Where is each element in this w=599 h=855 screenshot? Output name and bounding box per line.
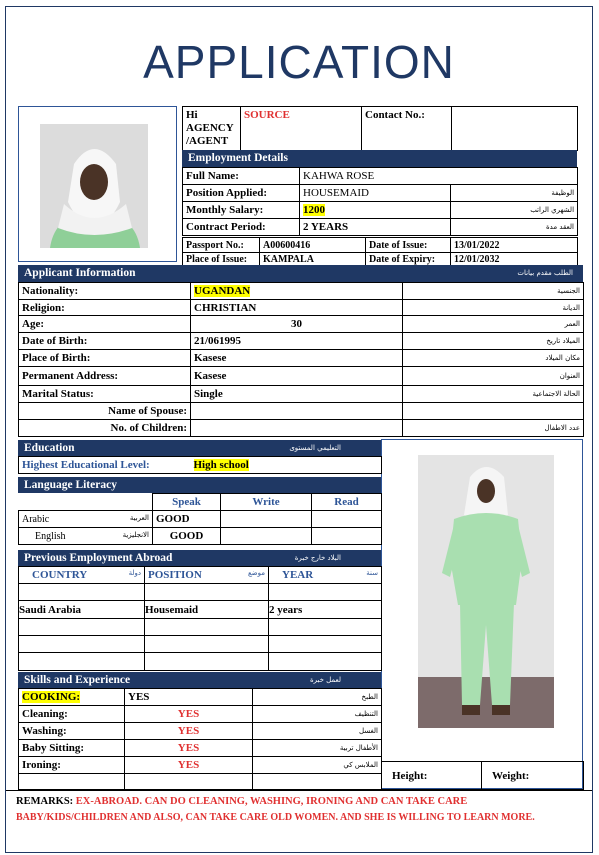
age-ar: العمر (403, 316, 584, 333)
religion-value: CHRISTIAN (191, 300, 403, 316)
table-row (19, 386, 584, 403)
employment-header-label: Employment Details (188, 152, 288, 164)
washing-ar: الغسل (253, 723, 382, 740)
hi-label: Hi (186, 109, 198, 121)
education-level-label: Highest Educational Level: (19, 457, 191, 474)
pob-ar: مكان الميلاد (403, 350, 584, 367)
issue-place-label: Place of Issue: (183, 253, 260, 266)
previous-header (18, 550, 381, 566)
skills-header-ar: لعمل خبرة (309, 676, 341, 684)
table-row (19, 333, 584, 350)
page-title: APPLICATION (143, 36, 455, 88)
passport-value: A00600416 (260, 238, 366, 253)
contact-value (452, 107, 578, 151)
speak-header: Speak (153, 494, 221, 511)
nationality-value: UGANDAN (194, 285, 251, 297)
marital-label: Marital Status: (19, 386, 191, 403)
spouse-value (191, 403, 403, 420)
table-row (19, 757, 382, 774)
measurements-table (381, 761, 584, 790)
year-header-ar: سنة (366, 569, 378, 577)
nationality-label: Nationality: (19, 283, 191, 300)
applicant-header-ar: الطلب مقدم بيانات (517, 269, 573, 277)
table-row (19, 740, 382, 757)
cooking-value: YES (125, 689, 253, 706)
skills-header-label: Skills and Experience (24, 674, 131, 686)
education-level-cell (191, 457, 382, 474)
table-row (19, 601, 382, 619)
prev-position: Housemaid (145, 601, 269, 619)
table-row (19, 511, 382, 528)
agent-label: /AGENT (186, 135, 229, 147)
table-row (19, 350, 584, 367)
babysitting-value: YES (125, 740, 253, 757)
prev-year: 2 years (269, 601, 382, 619)
cooking-ar: الطبخ (253, 689, 382, 706)
table-row (19, 420, 584, 437)
full-name-value: KAHWA ROSE (300, 168, 578, 185)
skills-header (18, 672, 381, 688)
year-header (269, 567, 382, 584)
english-write (221, 528, 312, 545)
agency-table (182, 106, 578, 151)
remarks-text-1: EX-ABROAD. CAN DO CLEANING, WASHING, IRONING AND CAN TAKE CARE (75, 796, 468, 807)
position-header-ar: موضع (247, 569, 265, 577)
nationality-cell (191, 283, 403, 300)
nationality-ar: الجنسية (403, 283, 584, 300)
table-row (19, 367, 584, 386)
address-value: Kasese (191, 367, 403, 386)
pob-label: Place of Birth: (19, 350, 191, 367)
language-header-label: Language Literacy (24, 479, 117, 491)
english-read (312, 528, 382, 545)
remarks-box (6, 790, 592, 852)
dob-ar: الميلاد تاريخ (403, 333, 584, 350)
table-row (19, 723, 382, 740)
contract-label: Contract Period: (183, 219, 300, 236)
employment-table (182, 167, 578, 236)
cleaning-ar: التنظيف (253, 706, 382, 723)
religion-label: Religion: (19, 300, 191, 316)
passport-table (182, 237, 578, 266)
babysitting-label: Baby Sitting: (19, 740, 125, 757)
language-english-ar: الانجليزية (122, 530, 149, 539)
passport-photo (40, 124, 148, 248)
table-row (19, 706, 382, 723)
agency-label: AGENCY (186, 122, 234, 134)
expiry-value: 12/01/2032 (451, 253, 578, 266)
marital-value: Single (191, 386, 403, 403)
source-field: SOURCE (241, 107, 362, 151)
language-english-label: English (35, 530, 66, 542)
education-header-ar: التعليمي المستوى (289, 444, 341, 452)
cooking-cell (19, 689, 125, 706)
write-header: Write (221, 494, 312, 511)
address-ar: العنوان (403, 367, 584, 386)
education-level-value: High school (193, 459, 249, 471)
spouse-ar (403, 403, 584, 420)
position-value: HOUSEMAID (300, 185, 451, 202)
table-row (19, 689, 382, 706)
country-header-label: COUNTRY (32, 569, 88, 581)
language-header (18, 477, 381, 493)
table-row (19, 300, 584, 316)
issue-date-label: Date of Issue: (366, 238, 451, 253)
ironing-label: Ironing: (19, 757, 125, 774)
agency-greeting (183, 107, 241, 151)
applicant-header (18, 265, 583, 282)
passport-label: Passport No.: (183, 238, 260, 253)
year-header-label: YEAR (282, 569, 314, 581)
full-body-photo (418, 455, 554, 728)
country-header (19, 567, 145, 584)
previous-header-label: Previous Employment Abroad (24, 552, 173, 564)
contract-ar: العقد مدة (451, 219, 578, 236)
remarks-line-1 (16, 794, 582, 810)
applicant-table (18, 282, 584, 437)
contact-label: Contact No.: (362, 107, 452, 151)
arabic-speak: GOOD (153, 511, 221, 528)
washing-label: Washing: (19, 723, 125, 740)
english-speak: GOOD (153, 528, 221, 545)
remarks-text-2: BABY/KIDS/CHILDREN AND ALSO, CAN TAKE CARE OLD WOMEN. AND SHE IS WILLING TO LEARN MORE. (16, 812, 535, 823)
spouse-label: Name of Spouse: (19, 403, 191, 420)
previous-table (18, 566, 382, 671)
weight-label: Weight: (482, 762, 584, 790)
children-ar: عدد الاطفال (403, 420, 584, 437)
education-header (18, 440, 381, 456)
position-ar: الوظيفة (451, 185, 578, 202)
table-row (19, 283, 584, 300)
cleaning-value: YES (125, 706, 253, 723)
language-english (19, 528, 153, 545)
language-arabic (19, 511, 153, 528)
ironing-ar: الملابس كي (253, 757, 382, 774)
position-header-label: POSITION (148, 569, 202, 581)
babysitting-ar: الأطفال تربية (253, 740, 382, 757)
education-table (18, 456, 382, 474)
issue-place-value: KAMPALA (260, 253, 366, 266)
employment-header (182, 150, 577, 167)
salary-label: Monthly Salary: (183, 202, 300, 219)
arabic-read (312, 511, 382, 528)
religion-ar: الديانة (403, 300, 584, 316)
age-value: 30 (191, 316, 403, 333)
previous-header-ar: البلاد خارج خبرة (294, 554, 341, 562)
full-name-label: Full Name: (183, 168, 300, 185)
table-row (19, 316, 584, 333)
ironing-value: YES (125, 757, 253, 774)
children-label: No. of Children: (19, 420, 191, 437)
position-header (145, 567, 269, 584)
address-label: Permanent Address: (19, 367, 191, 386)
prev-country: Saudi Arabia (19, 601, 145, 619)
table-row (19, 528, 382, 545)
pob-value: Kasese (191, 350, 403, 367)
language-arabic-label: Arabic (22, 513, 50, 525)
age-label: Age: (19, 316, 191, 333)
cleaning-label: Cleaning: (19, 706, 125, 723)
washing-value: YES (125, 723, 253, 740)
salary-cell (300, 202, 451, 219)
table-row (19, 403, 584, 420)
read-header: Read (312, 494, 382, 511)
country-header-ar: دولة (128, 569, 141, 577)
language-blank (19, 494, 153, 511)
issue-date-value: 13/01/2022 (451, 238, 578, 253)
expiry-label: Date of Expiry: (366, 253, 451, 266)
children-value (191, 420, 403, 437)
remarks-label: REMARKS: (16, 796, 74, 807)
skills-table (18, 688, 382, 790)
cooking-label: COOKING: (22, 691, 81, 703)
language-arabic-ar: العربية (129, 513, 149, 522)
contract-value: 2 YEARS (300, 219, 451, 236)
arabic-write (221, 511, 312, 528)
applicant-header-label: Applicant Information (24, 267, 136, 279)
dob-label: Date of Birth: (19, 333, 191, 350)
marital-ar: الحالة الاجتماعية (403, 386, 584, 403)
position-label: Position Applied: (183, 185, 300, 202)
salary-value: 1200 (303, 204, 325, 216)
salary-ar: الشهري الراتب (451, 202, 578, 219)
dob-value: 21/061995 (191, 333, 403, 350)
language-table (18, 493, 382, 545)
education-header-label: Education (24, 442, 75, 454)
height-label: Height: (382, 762, 482, 790)
